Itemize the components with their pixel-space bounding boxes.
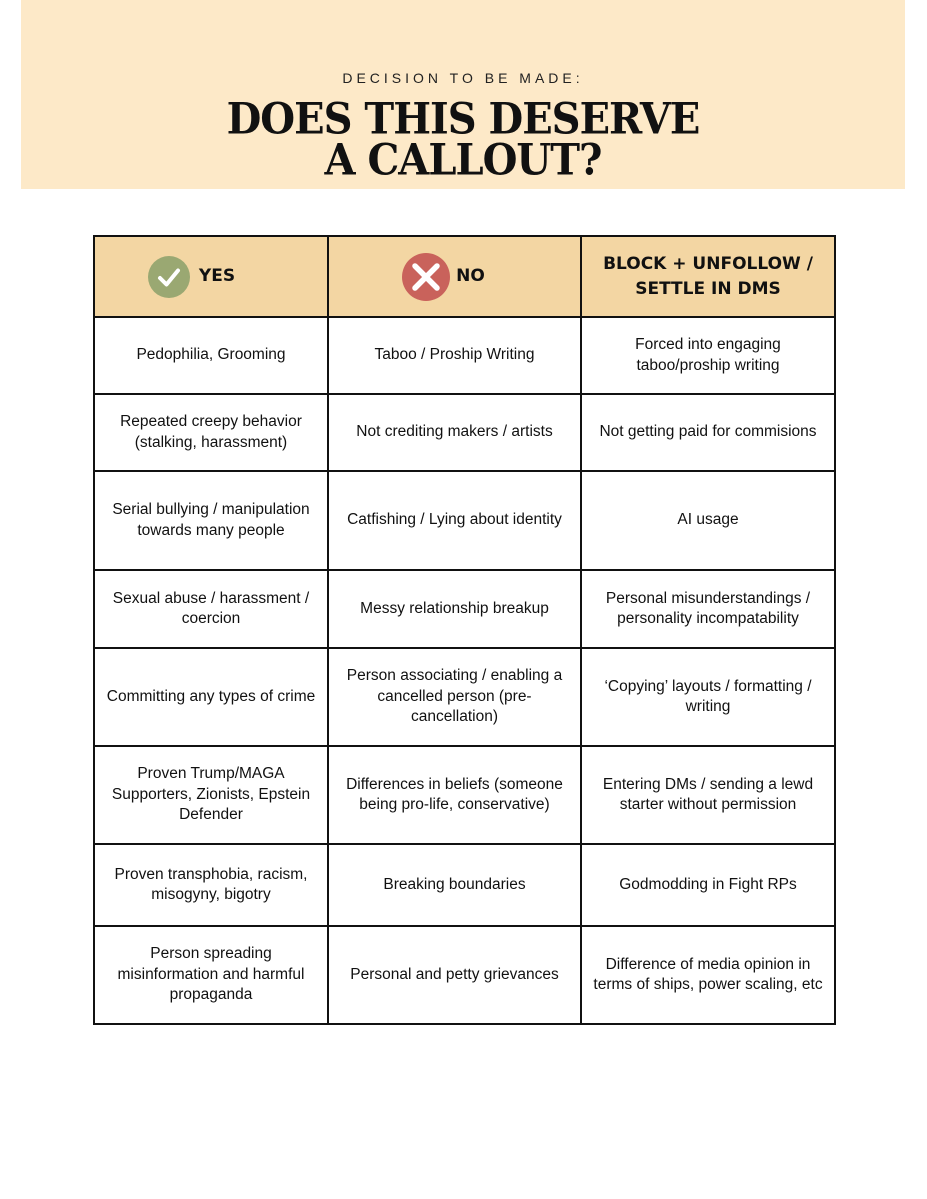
cell-no: Personal and petty grievances: [328, 926, 581, 1024]
page-title: [21, 93, 905, 186]
cell-yes: Pedophilia, Grooming: [94, 317, 328, 394]
eyebrow-text: DECISION TO BE MADE:: [342, 70, 584, 86]
title-line-2: A CALLOUT?: [324, 134, 602, 186]
column-header-no: [328, 236, 581, 317]
table-row: [94, 746, 835, 844]
cell-no: Taboo / Proship Writing: [328, 317, 581, 394]
cell-block: Entering DMs / sending a lewd starter without permission: [581, 746, 835, 844]
cell-block: Godmodding in Fight RPs: [581, 844, 835, 926]
table-row: [94, 844, 835, 926]
cell-no: Person associating / enabling a cancelled person (pre-cancellation): [328, 648, 581, 746]
cell-block: Personal misunderstandings / personality incompatability: [581, 570, 835, 648]
table-row: [94, 570, 835, 648]
column-label-yes: YES: [198, 266, 236, 286]
cell-yes: Committing any types of crime: [94, 648, 328, 746]
cell-yes: Proven transphobia, racism, misogyny, bigotry: [94, 844, 328, 926]
table-row: [94, 317, 835, 394]
cell-no: Differences in beliefs (someone being pro-life, conservative): [328, 746, 581, 844]
table-header-row: [94, 236, 835, 317]
column-header-block: [581, 236, 835, 317]
table-row: [94, 648, 835, 746]
cell-yes: Proven Trump/MAGA Supporters, Zionists, Epstein Defender: [94, 746, 328, 844]
x-circle-icon: [404, 255, 448, 299]
cell-no: Not crediting makers / artists: [328, 394, 581, 471]
column-label-block: BLOCK + UNFOLLOW / SETTLE IN DMS: [603, 253, 813, 299]
table-row: [94, 394, 835, 471]
cell-no: Messy relationship breakup: [328, 570, 581, 648]
decision-table: [93, 235, 836, 1025]
cell-block: Forced into engaging taboo/proship writing: [581, 317, 835, 394]
title-line-1: DOES THIS DESERVE: [226, 93, 700, 145]
table-row: [94, 926, 835, 1024]
cell-block: AI usage: [581, 471, 835, 570]
header-banner: [21, 0, 905, 189]
cell-yes: Serial bullying / manipulation towards many people: [94, 471, 328, 570]
check-circle-icon: [147, 255, 191, 299]
cell-no: Catfishing / Lying about identity: [328, 471, 581, 570]
cell-no: Breaking boundaries: [328, 844, 581, 926]
cell-block: Difference of media opinion in terms of ships, power scaling, etc: [581, 926, 835, 1024]
cell-block: Not getting paid for commisions: [581, 394, 835, 471]
cell-yes: Repeated creepy behavior (stalking, harassment): [94, 394, 328, 471]
cell-yes: Sexual abuse / harassment / coercion: [94, 570, 328, 648]
table-row: [94, 471, 835, 570]
cell-yes: Person spreading misinformation and harmful propaganda: [94, 926, 328, 1024]
column-label-no: NO: [456, 266, 485, 286]
column-header-yes: [94, 236, 328, 317]
cell-block: ‘Copying’ layouts / formatting / writing: [581, 648, 835, 746]
